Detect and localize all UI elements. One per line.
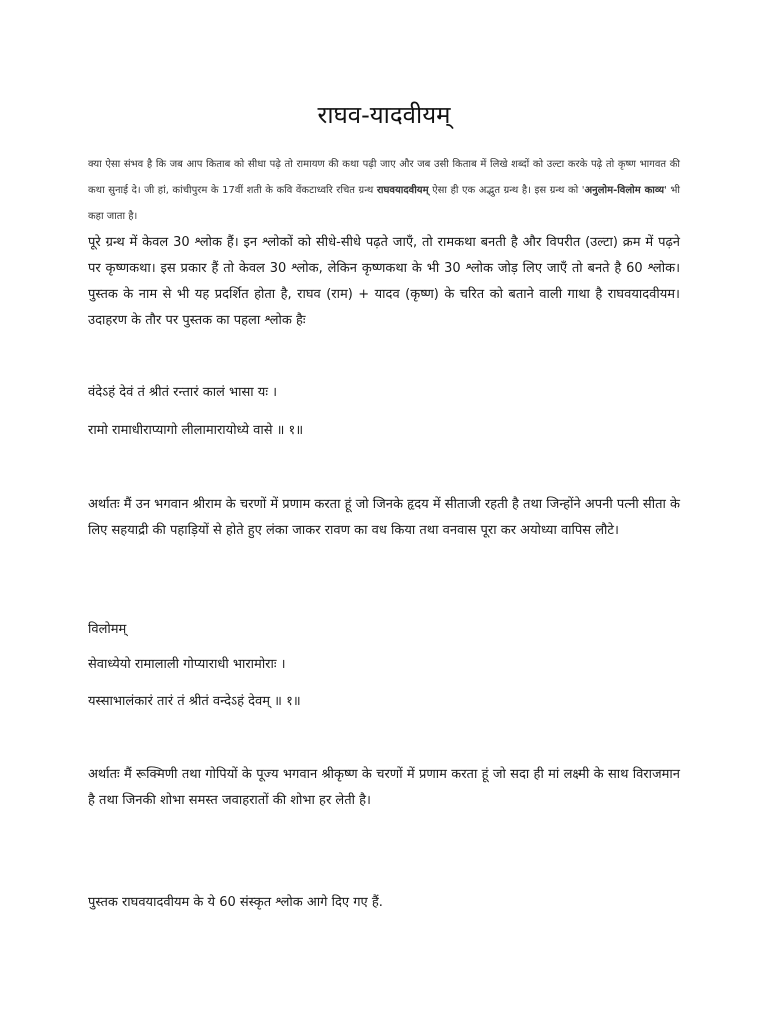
- intro-text-1: क्या ऐसा संभव है कि जब आप किताब को सीधा पढ़े तो रामायण की कथा पढ़ी जाए और जब उसी किताब में लिखे शब्दों को उल्टा करके पढ़े तो कृष्ण भागवत की कथा सुनाई दे। जी हां, कांचीपुरम के 17वीं शती के कवि वेंकटाध्वरि रचित ग्रन्थ: [88, 159, 680, 196]
- verse2-line2: यस्साभालंकारं तारं तं श्रीतं वन्देऽहं देवम् ॥ १॥: [88, 694, 301, 709]
- meaning1-paragraph: अर्थातः मैं उन भगवान श्रीराम के चरणों में प्रणाम करता हूं जो जिनके हृदय में सीताजी रहती है तथा जिन्होंने अपनी पत्नी सीता के लिए सहयाद्री की पहाड़ियों से होते हुए लंका जाकर रावण का वध किया तथा वनवास पूरा कर अयोध्या वापिस लौटे।: [88, 497, 680, 538]
- verse1-line1: वंदेऽहं देवं तं श्रीतं रन्तारं कालं भासा यः ।: [88, 385, 278, 400]
- document-title: राघव-यादवीयम्: [317, 101, 451, 129]
- intro-bold-kavya: अनुलोम-विलोम काव्य: [584, 185, 665, 196]
- verse2-line1: सेवाध्येयो रामालाली गोप्याराधी भारामोराः ।: [88, 657, 286, 672]
- description-paragraph: पूरे ग्रन्थ में केवल 30 श्लोक हैं। इन श्लोकों को सीधे-सीधे पढ़ते जाएँ, तो रामकथा बनती है और विपरीत (उल्टा) क्रम में पढ़ने पर कृष्णकथा। इस प्रकार हैं तो केवल 30 श्लोक, लेकिन कृष्णकथा के भी 30 श्लोक जोड़ लिए जाएँ तो बनते है 60 श्लोक। पुस्तक के नाम से भी यह प्रदर्शित होता है, राघव (राम) + यादव (कृष्ण) के चरित को बताने वाली गाथा है राघवयादवीयम। उदाहरण के तौर पर पुस्तक का पहला श्लोक हैः: [88, 235, 680, 328]
- closing-line: पुस्तक राघवयादवीयम के ये 60 संस्कृत श्लोक आगे दिए गए हैं.: [88, 895, 383, 910]
- meaning2-paragraph: अर्थातः मैं रूक्मिणी तथा गोपियों के पूज्य भगवान श्रीकृष्ण के चरणों में प्रणाम करता हूं जो सदा ही मां लक्ष्मी के साथ विराजमान है तथा जिनकी शोभा समस्त जवाहरातों की शोभा हर लेती है।: [88, 767, 680, 808]
- intro-text-2: ऐसा ही एक अद्भुत ग्रन्थ है। इस ग्रन्थ को ': [428, 185, 585, 196]
- intro-text-3: ' भी कहा जाता है।: [88, 185, 680, 222]
- intro-paragraph: [88, 152, 680, 230]
- verse1-line2: रामो रामाधीराप्यागो लीलामारायोध्ये वासे ॥ १॥: [88, 423, 304, 438]
- intro-bold-book-name: राघवयादवीयम्: [376, 185, 429, 196]
- vilomam-heading: विलोमम्: [88, 622, 127, 637]
